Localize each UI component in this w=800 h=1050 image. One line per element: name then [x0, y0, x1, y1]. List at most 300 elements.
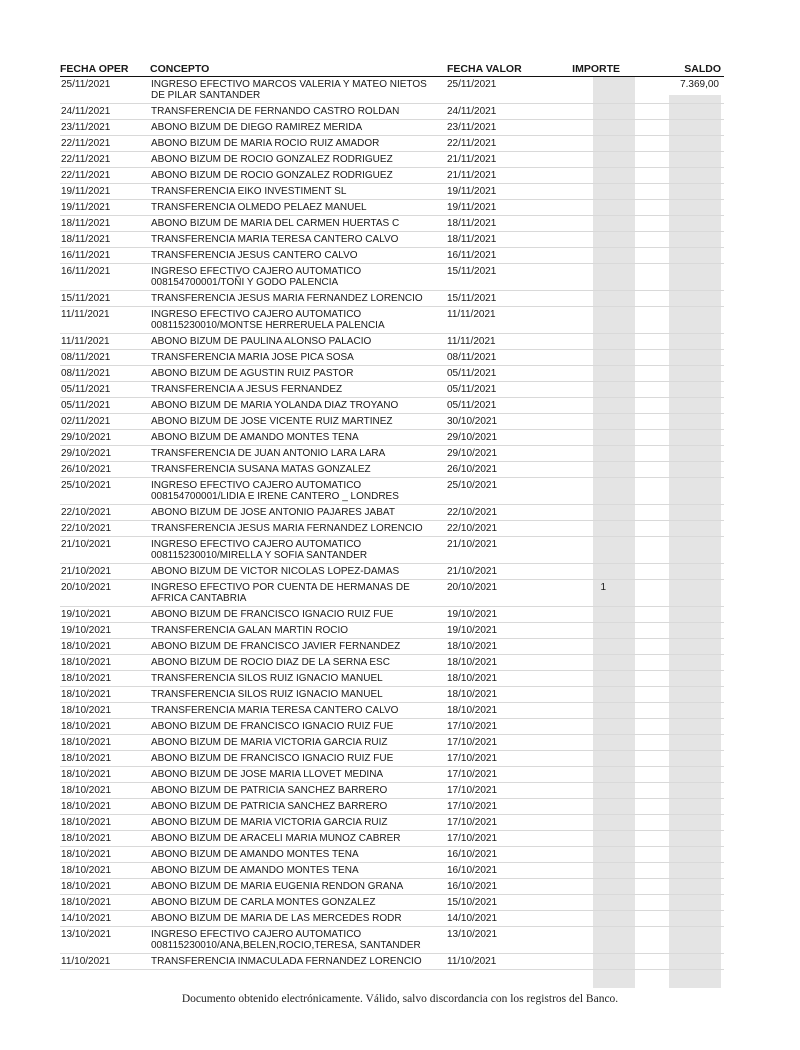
cell-fecha-valor: 17/10/2021 [447, 815, 554, 831]
cell-concepto [150, 462, 447, 478]
cell-saldo [649, 564, 724, 580]
cell-importe [554, 911, 649, 927]
table-row [60, 414, 724, 430]
cell-fecha-oper: 21/10/2021 [60, 564, 150, 580]
table-row [60, 264, 724, 291]
cell-fecha-valor: 17/10/2021 [447, 831, 554, 847]
table-row [60, 911, 724, 927]
concepto-line: 008154700001/LIDIA E IRENE CANTERO _ LONDRES [151, 491, 399, 502]
table-row [60, 77, 724, 104]
cell-fecha-valor: 19/10/2021 [447, 607, 554, 623]
cell-concepto [150, 719, 447, 735]
header-fecha-valor: FECHA VALOR [447, 62, 554, 77]
table-row [60, 927, 724, 954]
table-row [60, 847, 724, 863]
cell-saldo [649, 505, 724, 521]
cell-fecha-oper: 18/10/2021 [60, 751, 150, 767]
cell-saldo [649, 751, 724, 767]
cell-concepto [150, 414, 447, 430]
cell-fecha-valor: 17/10/2021 [447, 767, 554, 783]
table-row [60, 478, 724, 505]
cell-concepto [150, 291, 447, 307]
cell-importe [554, 414, 649, 430]
cell-saldo [649, 783, 724, 799]
concepto-line: ABONO BIZUM DE MARIA VICTORIA GARCIA RUIZ [151, 817, 388, 828]
cell-importe [554, 350, 649, 366]
cell-saldo [649, 104, 724, 120]
cell-concepto [150, 895, 447, 911]
cell-concepto [150, 767, 447, 783]
cell-fecha-oper: 29/10/2021 [60, 430, 150, 446]
table-row [60, 366, 724, 382]
table-row [60, 767, 724, 783]
cell-concepto [150, 831, 447, 847]
cell-importe [554, 505, 649, 521]
table-row [60, 783, 724, 799]
cell-concepto [150, 104, 447, 120]
concepto-line: INGRESO EFECTIVO CAJERO AUTOMATICO [151, 266, 362, 277]
cell-saldo [649, 815, 724, 831]
table-row [60, 382, 724, 398]
concepto-line: INGRESO EFECTIVO CAJERO AUTOMATICO [151, 480, 362, 491]
cell-importe [554, 847, 649, 863]
table-row [60, 232, 724, 248]
cell-saldo [649, 248, 724, 264]
cell-saldo [649, 366, 724, 382]
cell-fecha-valor: 05/11/2021 [447, 382, 554, 398]
cell-saldo [649, 462, 724, 478]
cell-concepto [150, 521, 447, 537]
cell-fecha-oper: 18/10/2021 [60, 847, 150, 863]
cell-fecha-oper: 18/11/2021 [60, 232, 150, 248]
concepto-line: DE PILAR SANTANDER [151, 90, 261, 101]
concepto-line: TRANSFERENCIA MARIA TERESA CANTERO CALVO [151, 705, 399, 716]
cell-saldo [649, 291, 724, 307]
cell-concepto [150, 799, 447, 815]
cell-saldo [649, 168, 724, 184]
concepto-line: 008115230010/MIRELLA Y SOFIA SANTANDER [151, 550, 368, 561]
cell-fecha-oper: 19/11/2021 [60, 184, 150, 200]
cell-fecha-oper: 19/10/2021 [60, 607, 150, 623]
cell-fecha-valor: 18/10/2021 [447, 687, 554, 703]
table-row [60, 350, 724, 366]
cell-importe [554, 895, 649, 911]
cell-fecha-valor: 21/10/2021 [447, 564, 554, 580]
table-row [60, 607, 724, 623]
cell-fecha-oper: 18/10/2021 [60, 687, 150, 703]
cell-saldo [649, 927, 724, 954]
cell-importe [554, 671, 649, 687]
cell-fecha-oper: 18/10/2021 [60, 719, 150, 735]
concepto-line: ABONO BIZUM DE PATRICIA SANCHEZ BARRERO [151, 801, 388, 812]
concepto-line: ABONO BIZUM DE AGUSTIN RUIZ PASTOR [151, 368, 354, 379]
table-row [60, 703, 724, 719]
cell-fecha-oper: 08/11/2021 [60, 350, 150, 366]
cell-saldo [649, 414, 724, 430]
cell-importe [554, 831, 649, 847]
table-row [60, 248, 724, 264]
cell-concepto [150, 168, 447, 184]
cell-fecha-valor: 18/11/2021 [447, 216, 554, 232]
concepto-line: ABONO BIZUM DE ARACELI MARIA MUNOZ CABRER [151, 833, 401, 844]
cell-concepto [150, 366, 447, 382]
cell-concepto [150, 879, 447, 895]
cell-importe [554, 120, 649, 136]
cell-fecha-valor: 11/11/2021 [447, 307, 554, 334]
cell-fecha-oper: 18/10/2021 [60, 879, 150, 895]
table-row [60, 537, 724, 564]
cell-saldo [649, 184, 724, 200]
cell-concepto [150, 815, 447, 831]
cell-fecha-oper: 19/10/2021 [60, 623, 150, 639]
cell-fecha-valor: 29/10/2021 [447, 430, 554, 446]
cell-concepto [150, 927, 447, 954]
cell-saldo [649, 799, 724, 815]
cell-importe [554, 248, 649, 264]
cell-fecha-oper: 21/10/2021 [60, 537, 150, 564]
cell-importe [554, 264, 649, 291]
header-concepto: CONCEPTO [150, 62, 447, 77]
cell-concepto [150, 847, 447, 863]
cell-fecha-oper: 18/10/2021 [60, 863, 150, 879]
cell-saldo [649, 847, 724, 863]
table-row [60, 307, 724, 334]
cell-fecha-oper: 18/10/2021 [60, 767, 150, 783]
cell-fecha-valor: 18/10/2021 [447, 671, 554, 687]
cell-saldo [649, 334, 724, 350]
cell-fecha-oper: 18/10/2021 [60, 815, 150, 831]
cell-saldo [649, 152, 724, 168]
cell-fecha-valor: 17/10/2021 [447, 719, 554, 735]
cell-importe [554, 767, 649, 783]
cell-fecha-valor: 15/11/2021 [447, 264, 554, 291]
cell-fecha-oper: 24/11/2021 [60, 104, 150, 120]
cell-concepto [150, 623, 447, 639]
cell-saldo [649, 200, 724, 216]
cell-fecha-oper: 11/11/2021 [60, 307, 150, 334]
table-row [60, 863, 724, 879]
cell-importe [554, 537, 649, 564]
cell-saldo [649, 136, 724, 152]
table-row [60, 751, 724, 767]
cell-concepto [150, 564, 447, 580]
cell-fecha-valor: 05/11/2021 [447, 366, 554, 382]
cell-importe [554, 639, 649, 655]
cell-fecha-valor: 17/10/2021 [447, 783, 554, 799]
table-row [60, 184, 724, 200]
cell-saldo [649, 767, 724, 783]
table-row [60, 580, 724, 607]
cell-fecha-valor: 20/10/2021 [447, 580, 554, 607]
cell-importe [554, 751, 649, 767]
cell-fecha-valor: 15/10/2021 [447, 895, 554, 911]
cell-fecha-valor: 17/10/2021 [447, 751, 554, 767]
concepto-line: TRANSFERENCIA EIKO INVESTIMENT SL [151, 186, 347, 197]
cell-fecha-valor: 25/11/2021 [447, 77, 554, 104]
cell-fecha-oper: 22/11/2021 [60, 152, 150, 168]
cell-importe [554, 927, 649, 954]
table-row [60, 430, 724, 446]
concepto-line: ABONO BIZUM DE FRANCISCO IGNACIO RUIZ FUE [151, 609, 394, 620]
concepto-line: TRANSFERENCIA SILOS RUIZ IGNACIO MANUEL [151, 689, 383, 700]
cell-importe [554, 863, 649, 879]
cell-saldo [649, 895, 724, 911]
cell-concepto [150, 350, 447, 366]
cell-concepto [150, 248, 447, 264]
cell-concepto [150, 264, 447, 291]
cell-fecha-valor: 29/10/2021 [447, 446, 554, 462]
cell-saldo [649, 735, 724, 751]
cell-importe [554, 104, 649, 120]
concepto-line: 008115230010/MONTSE HERRERUELA PALENCIA [151, 320, 385, 331]
cell-fecha-valor: 22/11/2021 [447, 136, 554, 152]
table-body [60, 77, 724, 970]
cell-concepto [150, 607, 447, 623]
concepto-line: TRANSFERENCIA DE FERNANDO CASTRO ROLDAN [151, 106, 400, 117]
cell-concepto [150, 911, 447, 927]
cell-fecha-valor: 21/11/2021 [447, 152, 554, 168]
table-row [60, 623, 724, 639]
cell-fecha-valor: 18/11/2021 [447, 232, 554, 248]
cell-fecha-oper: 13/10/2021 [60, 927, 150, 954]
concepto-line: ABONO BIZUM DE VICTOR NICOLAS LOPEZ-DAMAS [151, 566, 400, 577]
table-row [60, 671, 724, 687]
concepto-line: ABONO BIZUM DE JOSE ANTONIO PAJARES JABAT [151, 507, 395, 518]
cell-importe [554, 168, 649, 184]
cell-fecha-valor: 18/10/2021 [447, 655, 554, 671]
cell-saldo [649, 120, 724, 136]
cell-fecha-oper: 18/10/2021 [60, 783, 150, 799]
cell-importe [554, 703, 649, 719]
cell-concepto [150, 655, 447, 671]
cell-importe [554, 735, 649, 751]
concepto-line: ABONO BIZUM DE ROCIO DIAZ DE LA SERNA ESC [151, 657, 390, 668]
cell-saldo [649, 703, 724, 719]
cell-fecha-oper: 18/11/2021 [60, 216, 150, 232]
concepto-line: TRANSFERENCIA MARIA TERESA CANTERO CALVO [151, 234, 399, 245]
concepto-line: 008115230010/ANA,BELEN,ROCIO,TERESA, SANTANDER [151, 940, 421, 951]
table-row [60, 799, 724, 815]
cell-fecha-valor: 18/10/2021 [447, 703, 554, 719]
table-row [60, 895, 724, 911]
cell-fecha-valor: 25/10/2021 [447, 478, 554, 505]
cell-saldo [649, 623, 724, 639]
cell-importe [554, 607, 649, 623]
cell-importe [554, 799, 649, 815]
cell-fecha-valor: 23/11/2021 [447, 120, 554, 136]
table-row [60, 398, 724, 414]
cell-fecha-valor: 19/10/2021 [447, 623, 554, 639]
cell-fecha-oper: 18/10/2021 [60, 671, 150, 687]
cell-fecha-oper: 16/11/2021 [60, 248, 150, 264]
cell-fecha-oper: 22/11/2021 [60, 136, 150, 152]
concepto-line: TRANSFERENCIA JESUS CANTERO CALVO [151, 250, 358, 261]
concepto-line: ABONO BIZUM DE MARIA DEL CARMEN HUERTAS C [151, 218, 400, 229]
concepto-line: ABONO BIZUM DE MARIA YOLANDA DIAZ TROYANO [151, 400, 399, 411]
cell-saldo [649, 719, 724, 735]
cell-fecha-valor: 19/11/2021 [447, 184, 554, 200]
cell-fecha-valor: 05/11/2021 [447, 398, 554, 414]
cell-fecha-valor: 18/10/2021 [447, 639, 554, 655]
cell-fecha-valor: 21/10/2021 [447, 537, 554, 564]
cell-saldo [649, 911, 724, 927]
cell-importe [554, 334, 649, 350]
cell-concepto [150, 307, 447, 334]
cell-saldo [649, 863, 724, 879]
table-row [60, 735, 724, 751]
cell-saldo [649, 671, 724, 687]
concepto-line: AFRICA CANTABRIA [151, 593, 247, 604]
cell-importe [554, 152, 649, 168]
cell-fecha-oper: 16/11/2021 [60, 264, 150, 291]
cell-fecha-oper: 11/10/2021 [60, 954, 150, 970]
table-row [60, 564, 724, 580]
table-row [60, 168, 724, 184]
table-header [60, 62, 724, 77]
cell-saldo [649, 831, 724, 847]
concepto-line: ABONO BIZUM DE PAULINA ALONSO PALACIO [151, 336, 372, 347]
cell-importe [554, 382, 649, 398]
cell-fecha-valor: 16/10/2021 [447, 847, 554, 863]
cell-saldo [649, 639, 724, 655]
cell-saldo [649, 879, 724, 895]
cell-fecha-valor: 16/10/2021 [447, 863, 554, 879]
cell-saldo [649, 307, 724, 334]
cell-fecha-valor: 30/10/2021 [447, 414, 554, 430]
cell-concepto [150, 77, 447, 104]
cell-saldo [649, 607, 724, 623]
cell-fecha-oper: 25/11/2021 [60, 77, 150, 104]
footer-disclaimer: Documento obtenido electrónicamente. Válido, salvo discordancia con los registros del Banco. [181, 993, 619, 1005]
cell-fecha-valor: 14/10/2021 [447, 911, 554, 927]
cell-saldo [649, 478, 724, 505]
cell-saldo [649, 537, 724, 564]
concepto-line: ABONO BIZUM DE PATRICIA SANCHEZ BARRERO [151, 785, 388, 796]
cell-saldo: 7.369,00 [649, 77, 724, 104]
cell-concepto [150, 200, 447, 216]
cell-fecha-valor: 11/10/2021 [447, 954, 554, 970]
cell-fecha-valor: 15/11/2021 [447, 291, 554, 307]
cell-fecha-valor: 17/10/2021 [447, 799, 554, 815]
concepto-line: ABONO BIZUM DE MARIA ROCIO RUIZ AMADOR [151, 138, 380, 149]
cell-fecha-oper: 11/11/2021 [60, 334, 150, 350]
concepto-line: ABONO BIZUM DE ROCIO GONZALEZ RODRIGUEZ [151, 170, 393, 181]
cell-importe [554, 623, 649, 639]
cell-concepto [150, 954, 447, 970]
concepto-line: ABONO BIZUM DE FRANCISCO IGNACIO RUIZ FUE [151, 753, 394, 764]
table-row [60, 120, 724, 136]
cell-fecha-oper: 19/11/2021 [60, 200, 150, 216]
concepto-line: TRANSFERENCIA JESUS MARIA FERNANDEZ LORENCIO [151, 523, 423, 534]
cell-fecha-oper: 18/10/2021 [60, 639, 150, 655]
cell-fecha-oper: 18/10/2021 [60, 799, 150, 815]
cell-importe [554, 815, 649, 831]
table-row [60, 655, 724, 671]
table-row [60, 334, 724, 350]
cell-concepto [150, 639, 447, 655]
cell-concepto [150, 537, 447, 564]
cell-concepto [150, 783, 447, 799]
concepto-line: TRANSFERENCIA INMACULADA FERNANDEZ LORENCIO [151, 956, 422, 967]
table-row [60, 687, 724, 703]
cell-fecha-valor: 19/11/2021 [447, 200, 554, 216]
movements-table [60, 62, 724, 970]
cell-concepto [150, 478, 447, 505]
cell-fecha-oper: 14/10/2021 [60, 911, 150, 927]
cell-saldo [649, 580, 724, 607]
cell-importe [554, 954, 649, 970]
cell-concepto [150, 334, 447, 350]
cell-concepto [150, 505, 447, 521]
cell-fecha-oper: 22/10/2021 [60, 505, 150, 521]
cell-fecha-valor: 16/10/2021 [447, 879, 554, 895]
concepto-line: TRANSFERENCIA OLMEDO PELAEZ MANUEL [151, 202, 367, 213]
cell-concepto [150, 120, 447, 136]
cell-concepto [150, 232, 447, 248]
cell-concepto [150, 703, 447, 719]
table-row [60, 639, 724, 655]
cell-importe [554, 366, 649, 382]
cell-importe [554, 655, 649, 671]
cell-saldo [649, 521, 724, 537]
table-row [60, 291, 724, 307]
concepto-line: INGRESO EFECTIVO CAJERO AUTOMATICO [151, 309, 362, 320]
cell-fecha-valor: 22/10/2021 [447, 521, 554, 537]
cell-saldo [649, 264, 724, 291]
concepto-line: ABONO BIZUM DE JOSE VICENTE RUIZ MARTINEZ [151, 416, 393, 427]
header-saldo: SALDO [649, 62, 724, 77]
cell-saldo [649, 954, 724, 970]
concepto-line: TRANSFERENCIA SUSANA MATAS GONZALEZ [151, 464, 371, 475]
cell-fecha-valor: 17/10/2021 [447, 735, 554, 751]
concepto-line: ABONO BIZUM DE AMANDO MONTES TENA [151, 432, 359, 443]
header-row [60, 62, 724, 77]
cell-saldo [649, 350, 724, 366]
concepto-line: TRANSFERENCIA JESUS MARIA FERNANDEZ LORENCIO [151, 293, 423, 304]
cell-fecha-oper: 23/11/2021 [60, 120, 150, 136]
cell-saldo [649, 687, 724, 703]
table-row [60, 879, 724, 895]
cell-concepto [150, 430, 447, 446]
table-row [60, 216, 724, 232]
cell-fecha-oper: 05/11/2021 [60, 382, 150, 398]
cell-fecha-oper: 15/11/2021 [60, 291, 150, 307]
cell-importe [554, 521, 649, 537]
cell-concepto [150, 216, 447, 232]
cell-importe [554, 687, 649, 703]
cell-concepto [150, 580, 447, 607]
cell-concepto [150, 751, 447, 767]
cell-saldo [649, 382, 724, 398]
table-row [60, 446, 724, 462]
header-fecha-oper: FECHA OPER [60, 62, 150, 77]
cell-concepto [150, 152, 447, 168]
concepto-line: ABONO BIZUM DE JOSE MARIA LLOVET MEDINA [151, 769, 384, 780]
cell-fecha-valor: 13/10/2021 [447, 927, 554, 954]
cell-concepto [150, 136, 447, 152]
table-row [60, 152, 724, 168]
cell-fecha-oper: 18/10/2021 [60, 735, 150, 751]
cell-importe [554, 291, 649, 307]
header-importe: IMPORTE [554, 62, 649, 77]
cell-importe [554, 879, 649, 895]
cell-importe [554, 307, 649, 334]
table-row [60, 136, 724, 152]
cell-saldo [649, 655, 724, 671]
concepto-line: TRANSFERENCIA GALAN MARTIN ROCIO [151, 625, 349, 636]
cell-fecha-valor: 21/11/2021 [447, 168, 554, 184]
cell-fecha-oper: 18/10/2021 [60, 895, 150, 911]
